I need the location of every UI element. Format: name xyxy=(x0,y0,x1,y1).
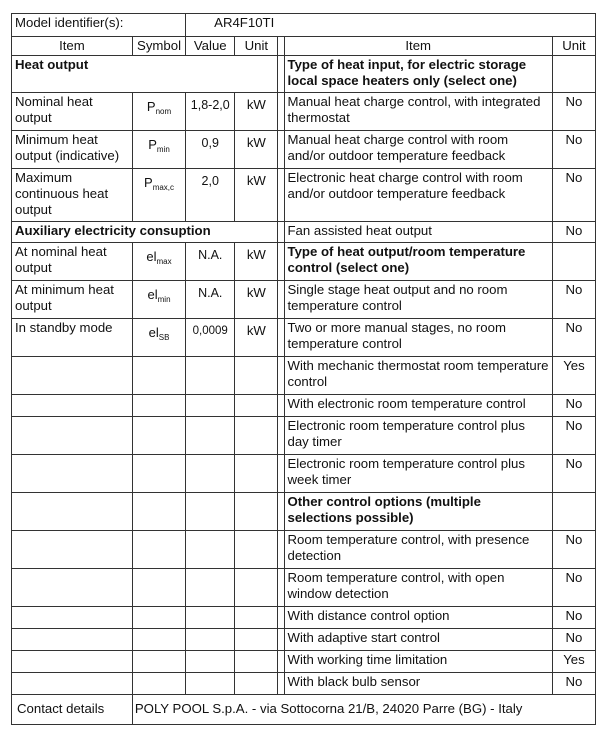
maximum-value: 2,0 xyxy=(186,169,235,222)
single-stage-item: Single stage heat output and no room temperature control xyxy=(284,281,552,319)
spec-table xyxy=(11,13,596,725)
table-row xyxy=(12,131,596,169)
working-time-value: Yes xyxy=(552,651,595,673)
single-stage-value: No xyxy=(552,281,595,319)
week-timer-value: No xyxy=(552,455,595,493)
model-value: AR4F10TI xyxy=(186,14,596,37)
distance-value: No xyxy=(552,607,595,629)
table-row xyxy=(12,357,596,395)
standby-item: In standby mode xyxy=(12,319,133,357)
table-row xyxy=(12,395,596,417)
presence-item: Room temperature control, with presence detection xyxy=(284,531,552,569)
at-nominal-value: N.A. xyxy=(186,243,235,281)
table-row xyxy=(12,281,596,319)
working-time-item: With working time limitation xyxy=(284,651,552,673)
at-minimum-item: At minimum heat output xyxy=(12,281,133,319)
two-manual-item: Two or more manual stages, no room temperature control xyxy=(284,319,552,357)
nominal-unit: kW xyxy=(235,93,278,131)
week-timer-item: Electronic room temperature control plus week timer xyxy=(284,455,552,493)
other-control-title: Other control options (multiple selections possible) xyxy=(284,493,552,531)
table-row xyxy=(12,169,596,222)
presence-value: No xyxy=(552,531,595,569)
day-timer-item: Electronic room temperature control plus day timer xyxy=(284,417,552,455)
table-row xyxy=(12,417,596,455)
contact-row xyxy=(12,695,596,725)
table-row xyxy=(12,569,596,607)
manual-thermostat-item: Manual heat charge control, with integrated thermostat xyxy=(284,93,552,131)
maximum-symbol: $P_{max,c}$ xyxy=(132,169,185,222)
black-bulb-item: With black bulb sensor xyxy=(284,673,552,695)
table-row xyxy=(12,607,596,629)
minimum-unit: kW xyxy=(235,131,278,169)
electronic-room-value: No xyxy=(552,395,595,417)
open-window-value: No xyxy=(552,569,595,607)
model-row xyxy=(12,14,596,37)
standby-unit: kW xyxy=(235,319,278,357)
table-row xyxy=(12,531,596,569)
maximum-heat-output-item: Maximum continuous heat output xyxy=(12,169,133,222)
header-value: Value xyxy=(186,37,235,56)
contact-label: Contact details xyxy=(12,695,133,725)
contact-value: POLY POOL S.p.A. - via Sottocorna 21/B, 24020 Parre (BG) - Italy xyxy=(132,695,595,725)
model-label: Model identifier(s): xyxy=(12,14,186,37)
distance-item: With distance control option xyxy=(284,607,552,629)
at-nominal-unit: kW xyxy=(235,243,278,281)
header-unit-right: Unit xyxy=(552,37,595,56)
table-row xyxy=(12,222,596,243)
table-row xyxy=(12,455,596,493)
nominal-symbol: $P_{nom}$ xyxy=(132,93,185,131)
electronic-room-item: With electronic room temperature control xyxy=(284,395,552,417)
manual-feedback-value: No xyxy=(552,131,595,169)
heat-output-title: Heat output xyxy=(12,56,278,93)
electronic-feedback-value: No xyxy=(552,169,595,222)
product-fiche xyxy=(3,3,606,738)
table-row xyxy=(12,93,596,131)
table-row xyxy=(12,493,596,531)
adaptive-item: With adaptive start control xyxy=(284,629,552,651)
header-row xyxy=(12,37,596,56)
heat-input-title: Type of heat input, for electric storage local space heaters only (select one) xyxy=(284,56,552,93)
table-row xyxy=(12,651,596,673)
standby-value: 0,0009 xyxy=(186,319,235,357)
heat-output-control-title: Type of heat output/room temperature control (select one) xyxy=(284,243,552,281)
fan-assisted-value: No xyxy=(552,222,595,243)
minimum-value: 0,9 xyxy=(186,131,235,169)
table-row xyxy=(12,673,596,695)
electronic-feedback-item: Electronic heat charge control with room and/or outdoor temperature feedback xyxy=(284,169,552,222)
manual-feedback-item: Manual heat charge control with room and/or outdoor temperature feedback xyxy=(284,131,552,169)
mechanic-thermostat-value: Yes xyxy=(552,357,595,395)
at-nominal-symbol: $el_{max}$ xyxy=(132,243,185,281)
minimum-heat-output-item: Minimum heat output (indicative) xyxy=(12,131,133,169)
fan-assisted-item: Fan assisted heat output xyxy=(284,222,552,243)
table-row xyxy=(12,56,596,93)
at-minimum-symbol: $el_{min}$ xyxy=(132,281,185,319)
nominal-value: 1,8-2,0 xyxy=(186,93,235,131)
nominal-heat-output-item: Nominal heat output xyxy=(12,93,133,131)
aux-electricity-title: Auxiliary electricity consuption xyxy=(12,222,278,243)
at-minimum-value: N.A. xyxy=(186,281,235,319)
at-nominal-item: At nominal heat output xyxy=(12,243,133,281)
table-row xyxy=(12,243,596,281)
table-row xyxy=(12,629,596,651)
open-window-item: Room temperature control, with open window detection xyxy=(284,569,552,607)
manual-thermostat-value: No xyxy=(552,93,595,131)
minimum-symbol: $P_{min}$ xyxy=(132,131,185,169)
table-row xyxy=(12,319,596,357)
at-minimum-unit: kW xyxy=(235,281,278,319)
black-bulb-value: No xyxy=(552,673,595,695)
header-item-right: Item xyxy=(284,37,552,56)
header-unit: Unit xyxy=(235,37,278,56)
day-timer-value: No xyxy=(552,417,595,455)
header-item: Item xyxy=(12,37,133,56)
mechanic-thermostat-item: With mechanic thermostat room temperature control xyxy=(284,357,552,395)
standby-symbol: $el_{SB}$ xyxy=(132,319,185,357)
two-manual-value: No xyxy=(552,319,595,357)
maximum-unit: kW xyxy=(235,169,278,222)
header-symbol: Symbol xyxy=(132,37,185,56)
adaptive-value: No xyxy=(552,629,595,651)
